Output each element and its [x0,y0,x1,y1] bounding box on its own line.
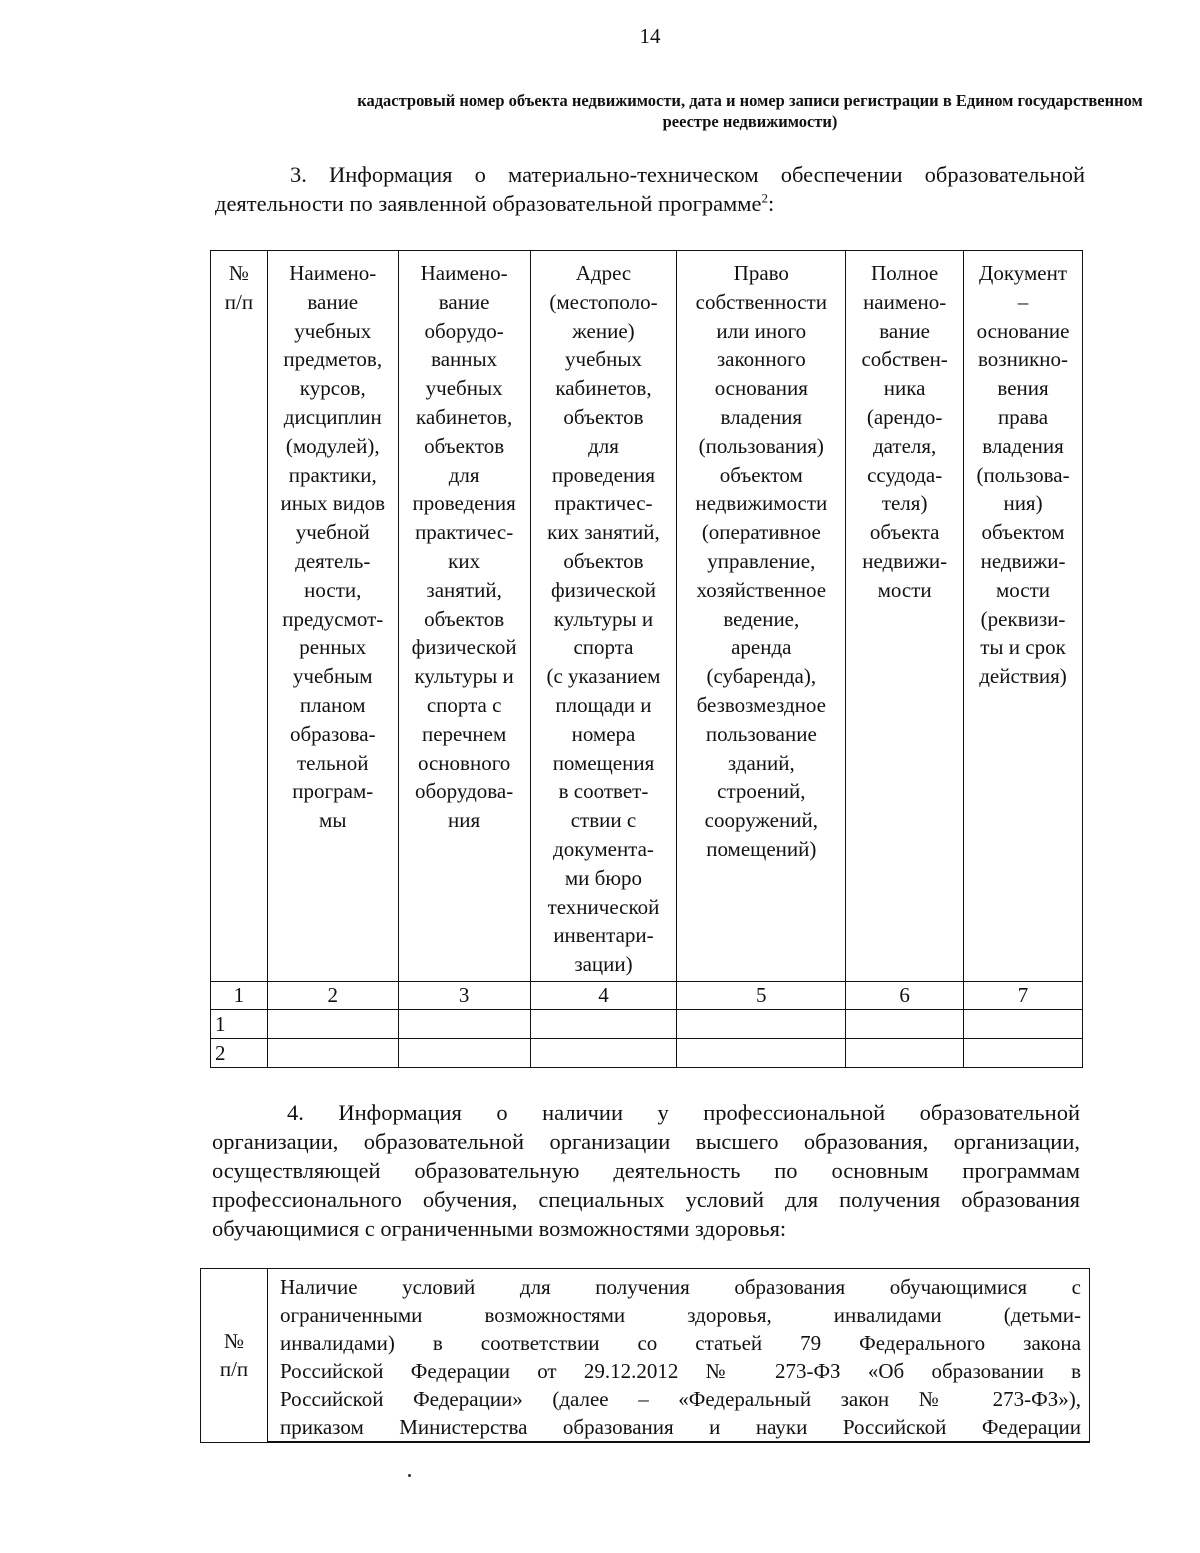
section-3-line: 3. Информация о материально-техническом обеспечении образовательной [290,162,1085,187]
header-cell [530,251,677,982]
header-cell [211,251,268,982]
column-number: 5 [677,982,846,1010]
table-cell [964,1010,1083,1039]
header-document: Документ – основание возникно- вения права владения (пользова- ния) объектом недвижи- мости (реквизи- ты и срок действия) [976,261,1070,689]
conditions-line: Российской Федерации от 29.12.2012 № 273-ФЗ «Об образовании в [280,1359,1081,1383]
table-cell [267,1039,398,1068]
conditions-number-header: № п/п [201,1269,268,1443]
conditions-row [201,1269,1090,1443]
table-cell [677,1039,846,1068]
header-ownership: Право собственности или иного законного основания владения (пользования) объектом недвижимости (оперативное управление, хозяйственное ведение, аренда (субаренда), безвозмездное пользование зданий, строений, сооружений, помещений) [695,261,828,861]
conditions-line: Российской Федерации» (далее – «Федеральный закон № 273-ФЗ»), [280,1387,1081,1411]
table-cell [530,1010,677,1039]
scan-speck [408,1474,411,1477]
table-cell [964,1039,1083,1068]
section-3-colon: : [768,191,775,216]
table-cell [846,1010,964,1039]
conditions-line: приказом Министерства образования и науки Российской Федерации [280,1415,1081,1439]
table-cell [398,1010,530,1039]
section-3-heading [215,160,1085,218]
header-owner-name: Полное наимено- вание собствен- ника (арендо- дателя, ссудода- теля) объекта недвижи- мости [861,261,948,602]
table-cell [530,1039,677,1068]
header-cell [964,251,1083,982]
column-number: 6 [846,982,964,1010]
column-number: 3 [398,982,530,1010]
section-3-text: деятельности по заявленной образовательной программе [215,191,762,216]
section-4-line: обучающимися с ограниченными возможностями здоровья: [212,1216,787,1241]
column-number: 7 [964,982,1083,1010]
header-cell [267,251,398,982]
table-header-row [211,251,1083,982]
conditions-line: ограниченными возможностями здоровья, инвалидами (детьми- [280,1303,1081,1327]
table-cell [398,1039,530,1068]
section-4-paragraph [212,1098,1080,1243]
section-4-line: профессионального обучения, специальных условий для получения образования [212,1187,1080,1212]
conditions-table [200,1268,1090,1443]
column-number: 1 [211,982,268,1010]
table-cell [267,1010,398,1039]
conditions-line: Наличие условий для получения образования обучающимися с [280,1275,1081,1299]
header-cell [398,251,530,982]
row-number: 1 [211,1010,268,1039]
footnote-mark: 2 [761,190,769,206]
table-row [211,1010,1083,1039]
section-4-line: 4. Информация о наличии у профессиональной образовательной [287,1100,1080,1125]
header-address: Адрес (местополо- жение) учебных кабинетов, объектов для проведения практичес- ких занятий, объектов физической культуры и спорта (с указанием площади и номера помещения в соответ- ствии с документа- ми бюро технической инвентари- зации) [546,261,661,977]
table-cell [677,1010,846,1039]
table-cell [846,1039,964,1068]
section-4-line: осуществляющей образовательную деятельность по основным программам [212,1158,1080,1183]
row-number: 2 [211,1039,268,1068]
subtitle-line: реестре недвижимости) [662,112,838,131]
equipment-table [210,250,1083,1068]
column-number: 4 [530,982,677,1010]
section-4-line: организации, образовательной организации высшего образования, организации, [212,1129,1080,1154]
column-number: 2 [267,982,398,1010]
conditions-header [268,1269,1090,1443]
section-3-line-2 [215,189,1085,218]
subtitle [205,90,1200,132]
header-equipment: Наимено- вание оборудо- ванных учебных кабинетов, объектов для проведения практичес- ких занятий, объектов физической культуры и спорта с перечнем основного оборудова- ния [411,261,517,833]
header-subjects: Наимено- вание учебных предметов, курсов, дисциплин (модулей), практики, иных видов учебной деятель- ности, предусмот- ренных учебным планом образова- тельной програм- мы [280,261,386,833]
header-cell [677,251,846,982]
conditions-line: инвалидами) в соответствии со статьей 79 Федерального закона [280,1331,1081,1355]
subtitle-line: кадастровый номер объекта недвижимости, дата и номер записи регистрации в Едином государственном [357,91,1143,110]
header-number: № п/п [224,261,254,314]
header-cell [846,251,964,982]
table-row [211,1039,1083,1068]
page-number: 14 [639,24,661,48]
column-number-row [211,982,1083,1010]
